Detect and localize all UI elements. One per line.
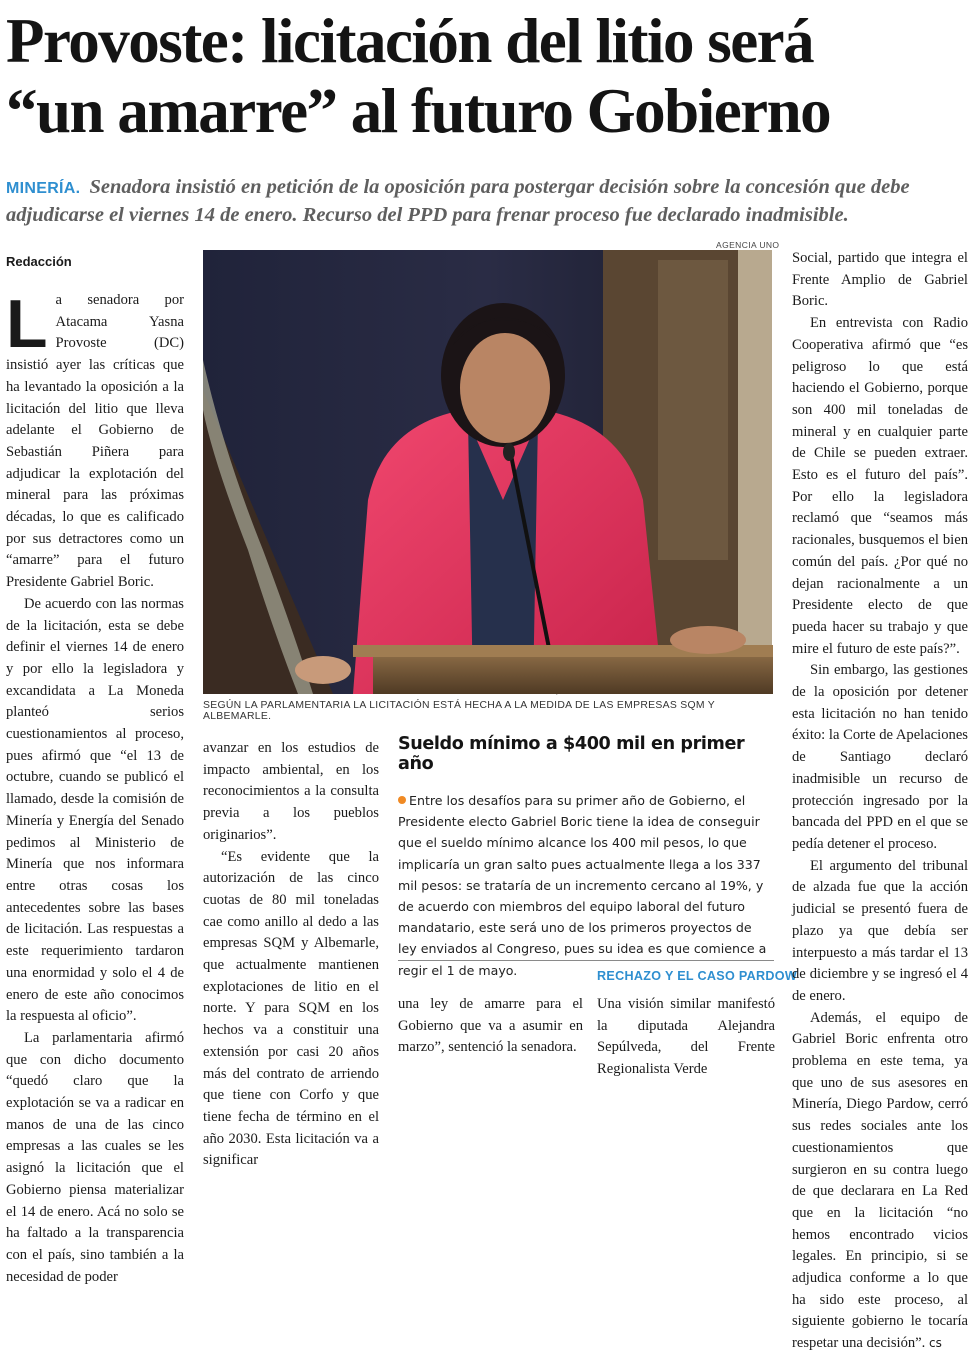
article-paragraph: El argumento del tribunal de alzada fue que la acción judicial se presentó fuera de plazo ya que debía ser interpuesto a más tardar el 13 de diciembre y se ingresó el 4 de enero.	[792, 857, 968, 1004]
article-paragraph: La parlamentaria afirmó que con dicho documento “quedó claro que la explotación se va a radicar en manos de una de las cinco empresas a las cuales se les asignó la licitación que el Gobierno piensa materializar el 14 de enero. Acá no solo se ha faltado a la transparencia con el país, sino también a la necesidad de poder	[6, 1029, 184, 1285]
divider	[398, 960, 774, 961]
article-paragraph: En entrevista con Radio Cooperativa afirmó que “es peligroso lo que está haciendo el Gobierno, porque son 400 mil toneladas de mineral y en cualquier parte de Chile se pueden extraer. Esto es el futuro del país”. Por ello la legisladora reclamó que “seamos más racionales, busquemos el bien común del país. ¿Por qué no dejan racionalmente a un Presidente electo de que pueda hacer su trabajo y que mire el futuro de este país?”.	[792, 315, 968, 657]
photo-credit: AGENCIA UNO	[716, 240, 780, 250]
article-column-1	[6, 286, 184, 1288]
senator-portrait-illustration	[203, 250, 772, 694]
end-mark: cs	[928, 1336, 942, 1351]
article-paragraph: La senadora por Atacama Yasna Provoste (DC) insistió ayer las críticas que ha levantado la oposición a la licitación del litio que lleva adelante el Gobierno de Sebastián Piñera para adjudicar la explotación del mineral para las próximas décadas, lo que es calificado por sus detractores como un “amarre” para el futuro Presidente Gabriel Boric.	[6, 286, 184, 591]
subhead-text: Senadora insistió en petición de la oposición para postergar decisión sobre la concesión que debe adjudicarse el viernes 14 de enero. Recurso del PPD para frenar proceso fue declarado inadmisible.	[6, 176, 910, 226]
sidebar-title: Sueldo mínimo a $400 mil en primer año	[398, 734, 745, 774]
article-column-2	[203, 738, 379, 1172]
headline-line-2: “un amarre” al futuro Gobierno	[6, 76, 831, 146]
sidebar-body: Entre los desafíos para su primer año de Gobierno, el Presidente electo Gabriel Boric tiene la idea de conseguir que el sueldo mínimo alcance los 400 mil pesos, lo que implicaría un gran salto pues actualmente llega a los 337 mil pesos: se trataría de un incremento cercano al 19%, y de acuerdo con miembros del equipo laboral del futuro mandatario, este será uno de los primeros proyectos de ley enviados al Congreso, pues su idea es que comience a regir el 1 de mayo.	[398, 793, 767, 978]
article-paragraph	[792, 1008, 968, 1355]
article-column-3	[398, 994, 583, 1059]
sidebar-text	[398, 790, 774, 981]
subhead	[6, 174, 968, 228]
section-subtitle: RECHAZO Y EL CASO PARDOW	[597, 969, 798, 983]
article-paragraph: De acuerdo con las normas de la licitación, esta se debe definir el viernes 14 de enero y por ello la legisladora y excandidata a La Moneda planteó serios cuestionamientos al proceso, pues afirmó que “el 13 de octubre, cuando se publicó el llamado, desde la comisión de Minería y Energía del Senado pedimos al Ministerio de Minería que nos informara entre otras cosas los antecedentes sobre las bases de licitación. Las respuestas a este requerimiento tardaron una enormidad y solo el 4 de enero de este año conocimos la respuesta al oficio”.	[6, 595, 184, 1025]
headline-line-1: Provoste: licitación del litio será	[6, 6, 814, 76]
photo-caption: SEGÚN LA PARLAMENTARIA LA LICITACIÓN ESTÁ HECHA A LA MEDIDA DE LAS EMPRESAS SQM Y ALBEMARLE.	[203, 700, 715, 722]
article-paragraph: Social, partido que integra el Frente Amplio de Gabriel Boric.	[792, 250, 968, 310]
article-paragraph: Una visión similar manifestó la diputada Alejandra Sepúlveda, del Frente Regionalista Verde	[597, 996, 775, 1078]
article-paragraph: avanzar en los estudios de impacto ambiental, en los reconocimientos a la consulta previa a los pueblos originarios”.	[203, 740, 379, 843]
bullet-dot-icon	[398, 796, 406, 804]
article-column-4	[597, 994, 775, 1081]
article-column-5	[792, 248, 968, 1355]
section-kicker: MINERÍA.	[6, 180, 81, 197]
headline	[6, 6, 968, 146]
article-paragraph: una ley de amarre para el Gobierno que va a asumir en marzo”, sentenció la senadora.	[398, 996, 583, 1056]
article-photo	[203, 250, 772, 694]
article-paragraph: “Es evidente que la autorización de las cinco cuotas de 80 mil toneladas cae como anillo al dedo a las empresas SQM y Albemarle, que actualmente mantienen explotaciones de litio en el norte. Y para SQM en los hechos va a constituir una extensión por casi 20 años más del contrato de arriendo que tiene con Corfo y que tiene fecha de término en el año 2030. Esta licitación va a significar	[203, 848, 379, 1169]
article-paragraph-text: Además, el equipo de Gabriel Boric enfrenta otro problema en este tema, ya que uno de sus asesores en Minería, Diego Pardow, cerró sus redes sociales ante los cuestionamientos que surgieron en su contra luego de que declarara en La Red que en la licitación “no hemos encontrado vicios legales. En principio, si se adjudica conforme a lo que ha sido este proceso, al siguiente gobierno le tocaría respetar una decisión”.	[792, 1009, 968, 1352]
byline: Redacción	[6, 254, 72, 269]
article-paragraph: Sin embargo, las gestiones de la oposición por detener esta licitación no han tenido éxito: la Corte de Apelaciones de Santiago declaró inadmisible un recurso de protección ingresado por la bancada del PPD en el que se pedía detener el proceso.	[792, 662, 968, 852]
